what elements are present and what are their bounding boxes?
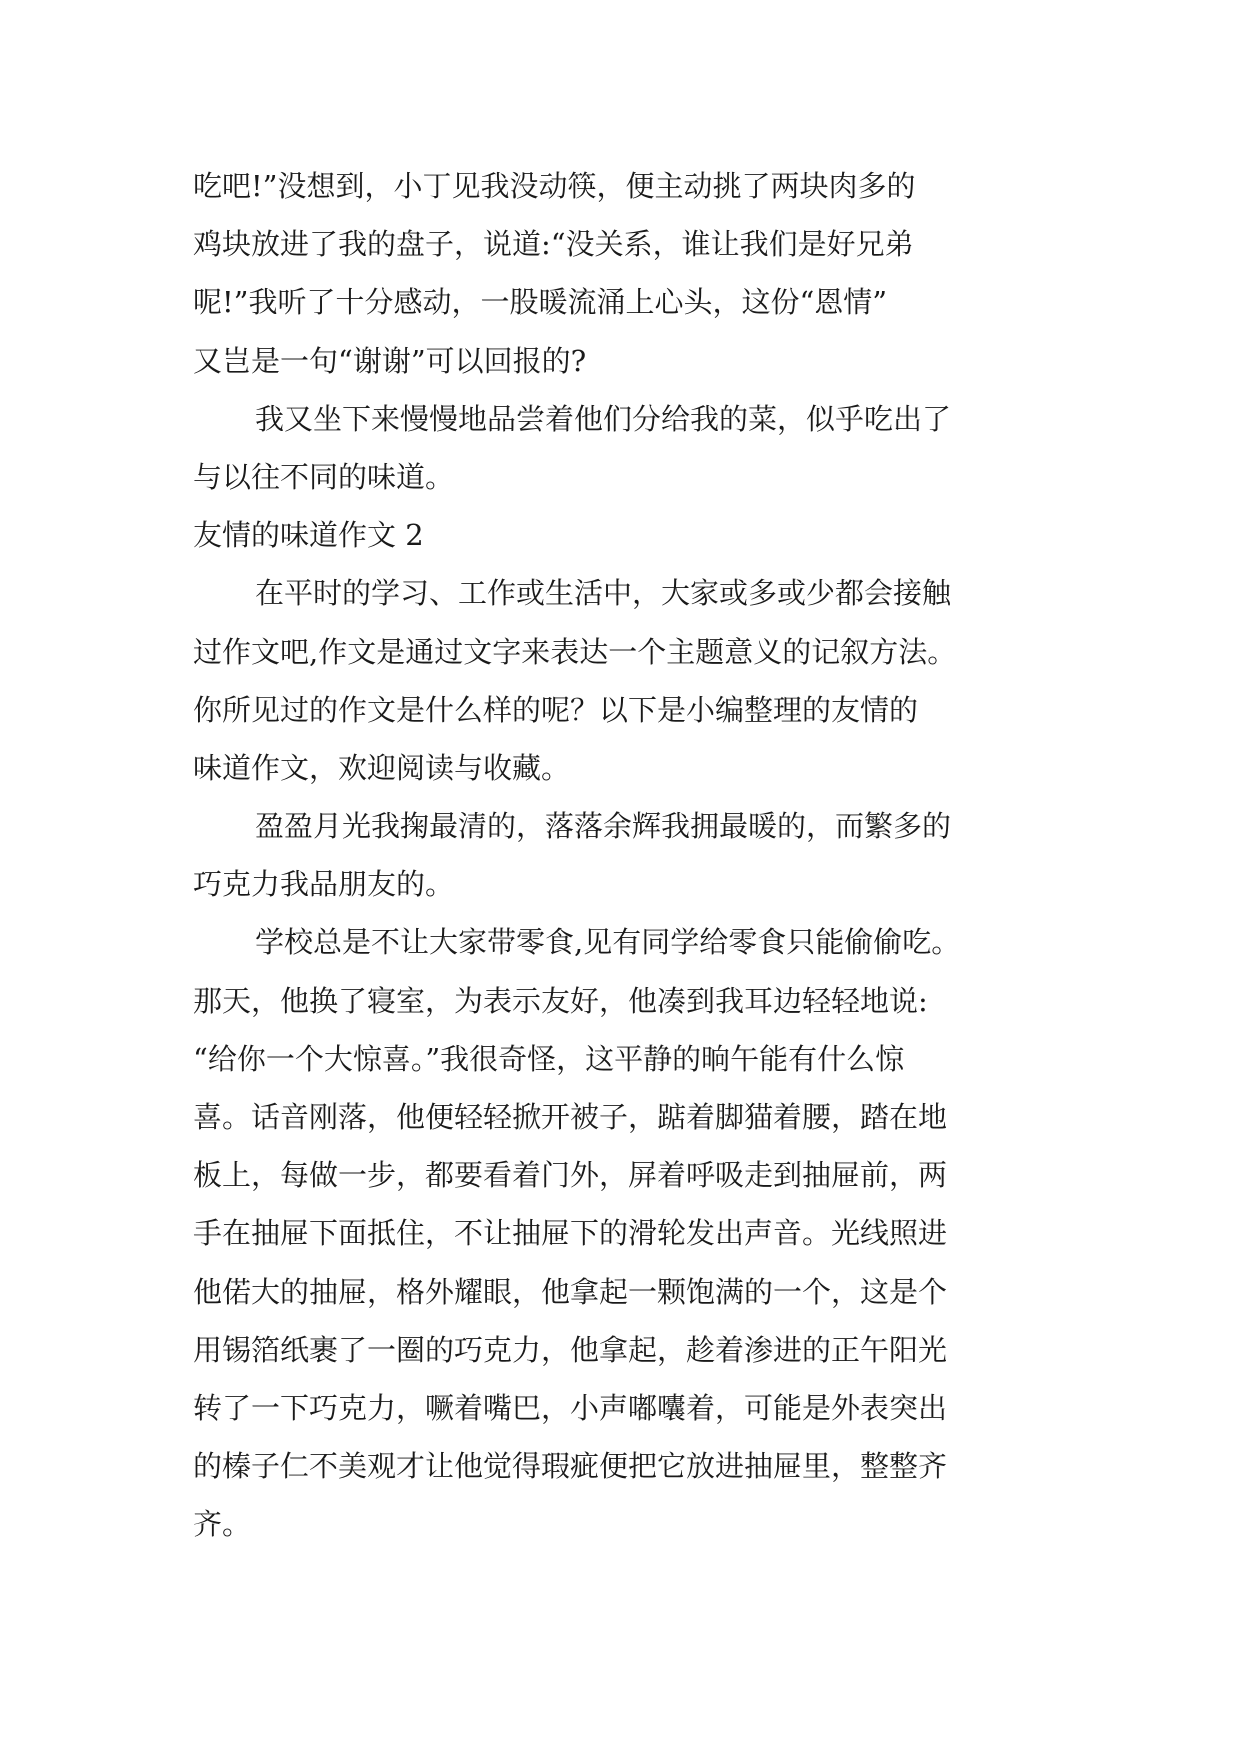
- text-line-20: 他偌大的抽屉，格外耀眼，他拿起一颗饱满的一个，这是个: [193, 1274, 948, 1309]
- text-line-17: 喜。话音刚落，他便轻轻掀开被子，踮着脚猫着腰，踏在地: [193, 1100, 948, 1134]
- text-line-9: 过作文吧,作文是通过文字来表达一个主题意义的记叙方法。: [193, 634, 957, 669]
- paragraph-line-5: 我又坐下来慢慢地品尝着他们分给我的菜，似乎吃出了: [255, 401, 952, 436]
- text-line-16: “给你一个大惊喜。”我很奇怪，这平静的晌午能有什么惊: [193, 1041, 905, 1076]
- text-line-23: 的榛子仁不美观才让他觉得瑕疵便把它放进抽屉里，整整齐: [193, 1449, 948, 1484]
- document-body: [193, 157, 1063, 1554]
- paragraph-line-12: 盈盈月光我掬最清的，落落余辉我拥最暖的，而繁多的: [255, 809, 952, 844]
- text-line-15: 那天，他换了寝室，为表示友好，他凑到我耳边轻轻地说:: [193, 983, 928, 1018]
- text-line-10: 你所见过的作文是什么样的呢？以下是小编整理的友情的: [193, 692, 919, 727]
- text-line-18: 板上，每做一步，都要看着门外，屏着呼吸走到抽屉前，两: [193, 1158, 948, 1193]
- text-line-1: 吃吧!”没想到，小丁见我没动筷，便主动挑了两块肉多的: [193, 169, 916, 203]
- text-line-3: 呢!”我听了十分感动，一股暖流涌上心头，这份“恩情”: [193, 285, 888, 320]
- text-line-21: 用锡箔纸裹了一圈的巧克力，他拿起，趁着渗进的正午阳光: [193, 1332, 948, 1367]
- text-line-4: 又岂是一句“谢谢”可以回报的?: [193, 343, 587, 378]
- text-line-11: 味道作文，欢迎阅读与收藏。: [193, 750, 571, 785]
- text-line-6: 与以往不同的味道。: [193, 459, 455, 494]
- text-line-13: 巧克力我品朋友的。: [193, 867, 455, 902]
- paragraph-line-8: 在平时的学习、工作或生活中，大家或多或少都会接触: [255, 576, 952, 611]
- text-line-19: 手在抽屉下面抵住，不让抽屉下的滑轮发出声音。光线照进: [193, 1216, 948, 1251]
- text-line-24: 齐。: [193, 1507, 252, 1542]
- text-line-22: 转了一下巧克力，噘着嘴巴，小声嘟囔着，可能是外表突出: [193, 1390, 948, 1425]
- section-heading: 友情的味道作文 2: [193, 518, 424, 553]
- text-line-2: 鸡块放进了我的盘子，说道:“没关系，谁让我们是好兄弟: [193, 227, 914, 262]
- paragraph-line-14: 学校总是不让大家带零食,见有同学给零食只能偷偷吃。: [255, 925, 961, 960]
